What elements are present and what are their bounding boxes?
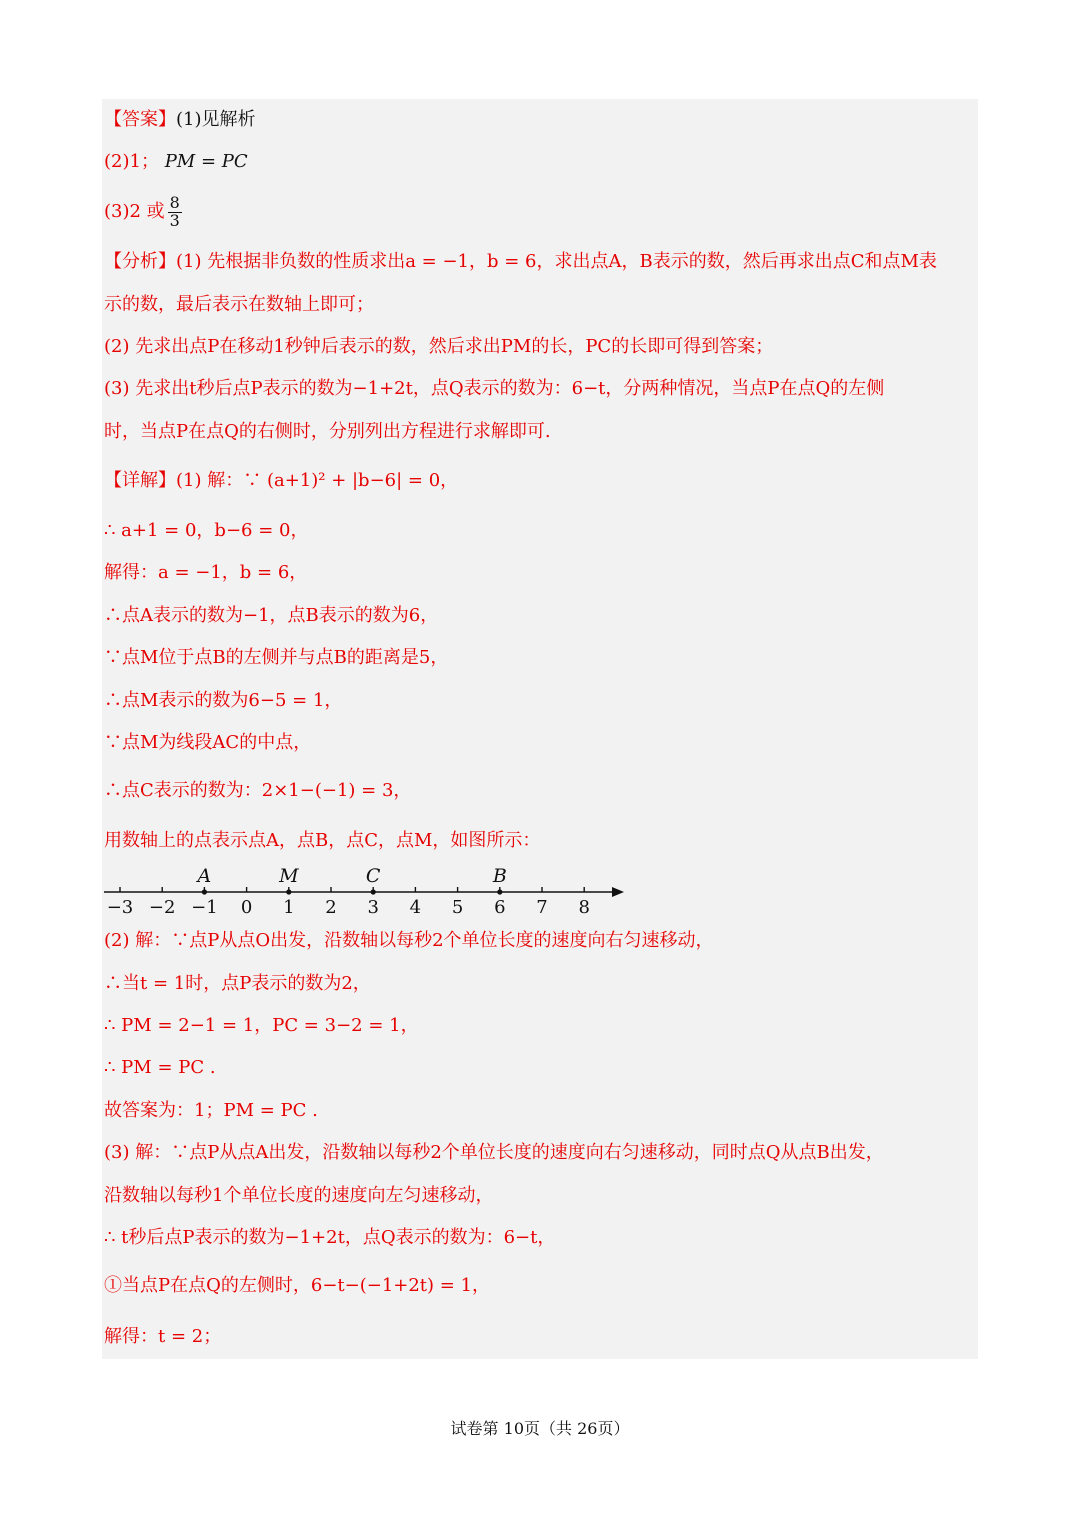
solution-line-2: ∴ a+1 = 0，b−6 = 0， — [104, 520, 309, 541]
solution-line-9: 用数轴上的点表示点A，点B，点C，点M，如图所示： — [104, 830, 541, 851]
solution-line-1 — [104, 469, 458, 493]
answer-label: 【答案】 — [104, 109, 176, 130]
solution-line-8: ∴点C表示的数为：2×1−(−1) = 3， — [104, 780, 412, 801]
analysis-label: 【分析】 — [104, 251, 176, 272]
solution-line-17: ∴ t秒后点P表示的数为−1+2t，点Q表示的数为：6−t， — [104, 1227, 556, 1248]
fraction — [168, 192, 182, 230]
analysis-line-2: 示的数，最后表示在数轴上即可； — [104, 294, 374, 315]
number-line-figure — [100, 860, 640, 920]
solution-line-5: ∵点M位于点B的左侧并与点B的距离是5， — [104, 647, 449, 668]
number-line-tick-label: −1 — [191, 897, 218, 918]
number-line-tick-label: 3 — [367, 897, 379, 918]
number-line-arrow — [612, 887, 624, 897]
number-line-tick-label: 4 — [409, 897, 422, 918]
solution-line-18: ①当点P在点Q的左侧时，6−t−(−1+2t) = 1， — [104, 1275, 491, 1296]
analysis-text-1: (1) 先根据非负数的性质求出a = −1，b = 6，求出点A，B表示的数，然后再求出点C和点M表 — [176, 251, 937, 272]
analysis-line-5: 时，当点P在点Q的右侧时，分别列出方程进行求解即可. — [104, 421, 551, 442]
number-line-tick-label: 2 — [325, 897, 337, 918]
fraction-denominator: 3 — [169, 210, 180, 230]
solution-line-14: 故答案为：1；PM = PC . — [104, 1100, 318, 1121]
solution-line-19: 解得：t = 2； — [104, 1326, 222, 1347]
number-line-point-label: C — [365, 865, 381, 887]
number-line-tick-label: −3 — [106, 897, 134, 918]
answer-line-3 — [104, 190, 182, 234]
number-line-tick-label: 1 — [283, 897, 295, 918]
answer-part-2-prefix: (2)1； — [104, 151, 159, 172]
solution-text-1: (1) 解：∵ (a+1)² + |b−6| = 0， — [176, 470, 459, 491]
number-line-point-label: B — [492, 865, 507, 887]
solution-line-10: (2) 解：∵点P从点O出发，沿数轴以每秒2个单位长度的速度向右匀速移动， — [104, 930, 714, 951]
page-footer: 试卷第 10页（共 26页） — [450, 1419, 630, 1438]
solution-line-12: ∴ PM = 2−1 = 1，PC = 3−2 = 1， — [104, 1015, 419, 1036]
answer-part-3-prefix: (3)2 或 — [104, 201, 165, 222]
solution-line-6: ∴点M表示的数为6−5 = 1， — [104, 690, 343, 711]
answer-line-1 — [104, 108, 256, 132]
solution-line-4: ∴点A表示的数为−1，点B表示的数为6， — [104, 605, 439, 626]
number-line-tick-label: 8 — [578, 897, 590, 918]
number-line-point-b — [497, 889, 502, 894]
solution-line-13: ∴ PM = PC . — [104, 1057, 216, 1078]
answer-panel — [102, 99, 978, 1359]
number-line-point-a — [202, 889, 207, 894]
number-line-tick-label: 0 — [240, 897, 253, 918]
solution-line-15: (3) 解：∵点P从点A出发，沿数轴以每秒2个单位长度的速度向右匀速移动，同时点Q从点B出发， — [104, 1142, 884, 1163]
number-line-tick-label: −2 — [148, 897, 176, 918]
analysis-line-1 — [104, 250, 937, 274]
solution-line-11: ∴当t = 1时，点P表示的数为2， — [104, 973, 371, 994]
solution-label: 【详解】 — [104, 470, 176, 491]
analysis-line-4: (3) 先求出t秒后点P表示的数为−1+2t，点Q表示的数为：6−t，分两种情况，当点P在点Q的左侧 — [104, 378, 885, 399]
number-line-tick-label: 5 — [451, 897, 464, 918]
answer-part-2-eq: PM = PC — [164, 151, 248, 172]
solution-line-3: 解得：a = −1，b = 6， — [104, 562, 308, 583]
solution-line-7: ∵点M为线段AC的中点， — [104, 732, 312, 753]
number-line-point-label: A — [197, 865, 212, 887]
analysis-line-3: (2) 先求出点P在移动1秒钟后表示的数，然后求出PM的长，PC的长即可得到答案； — [104, 336, 774, 357]
fraction-numerator: 8 — [169, 192, 180, 212]
number-line-point-m — [286, 889, 291, 894]
solution-line-16: 沿数轴以每秒1个单位长度的速度向左匀速移动， — [104, 1185, 494, 1206]
answer-part-1: (1)见解析 — [176, 109, 256, 130]
number-line-point-label: M — [279, 865, 299, 887]
number-line-tick-label: 6 — [494, 897, 506, 918]
number-line-point-c — [371, 889, 376, 894]
answer-line-2 — [104, 150, 248, 174]
number-line-tick-label: 7 — [536, 897, 548, 918]
